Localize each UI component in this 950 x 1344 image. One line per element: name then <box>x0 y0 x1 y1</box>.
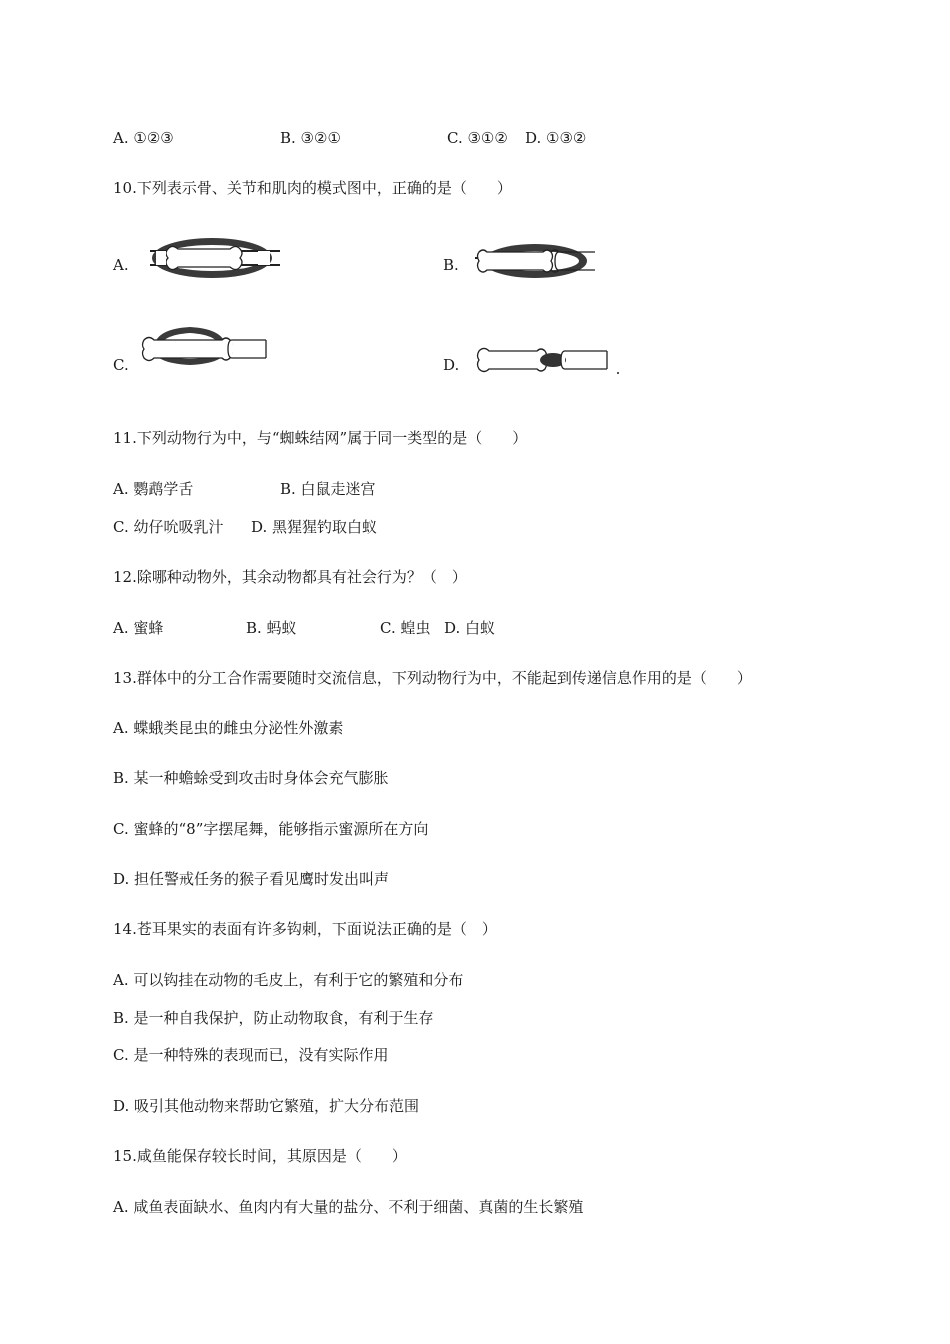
q15-option-a: A. 咸鱼表面缺水、鱼肉内有大量的盐分、不利于细菌、真菌的生长繁殖 <box>113 1198 584 1216</box>
q11-option-b: B. 白鼠走迷宫 <box>280 480 376 498</box>
q14-option-a: A. 可以钩挂在动物的毛皮上，有利于它的繁殖和分布 <box>113 971 464 989</box>
q9-option-b: B. ③②① <box>280 129 341 147</box>
q10-label-b: B. <box>443 256 459 274</box>
q9-option-d: D. ①③② <box>525 129 587 147</box>
q14-stem: 14.苍耳果实的表面有许多钩刺，下面说法正确的是（ ） <box>113 920 497 938</box>
q11-stem: 11.下列动物行为中，与“蜘蛛结网”属于同一类型的是（ ） <box>113 429 528 447</box>
q13-stem: 13.群体中的分工合作需要随时交流信息，下列动物行为中，不能起到传递信息作用的是（ ） <box>113 669 752 687</box>
q10-figure-c <box>140 322 270 372</box>
q12-stem: 12.除哪种动物外，其余动物都具有社会行为？（ ） <box>113 568 467 586</box>
q13-option-a: A. 蝶蛾类昆虫的雌虫分泌性外激素 <box>113 719 344 737</box>
q11-option-c: C. 幼仔吮吸乳汁 <box>113 518 224 536</box>
q9-option-c: C. ③①② <box>447 129 508 147</box>
q10-figure-a <box>150 228 280 288</box>
q12-option-c: C. 蝗虫 <box>380 619 431 637</box>
q13-option-d: D. 担任警戒任务的猴子看见鹰时发出叫声 <box>113 870 390 888</box>
q9-option-a: A. ①②③ <box>113 129 174 147</box>
q12-option-a: A. 蜜蜂 <box>113 619 164 637</box>
q14-option-b: B. 是一种自我保护，防止动物取食，有利于生存 <box>113 1009 434 1027</box>
q10-figure-d <box>475 345 625 375</box>
q10-stem: 10.下列表示骨、关节和肌肉的模式图中，正确的是（ ） <box>113 179 512 197</box>
q14-option-d: D. 吸引其他动物来帮助它繁殖，扩大分布范围 <box>113 1097 420 1115</box>
q13-option-b: B. 某一种蟾蜍受到攻击时身体会充气膨胀 <box>113 769 389 787</box>
q10-label-d: D. <box>443 356 460 374</box>
q10-label-c: C. <box>113 356 129 374</box>
q13-option-c: C. 蜜蜂的“8”字摆尾舞，能够指示蜜源所在方向 <box>113 820 429 838</box>
q12-option-b: B. 蚂蚁 <box>246 619 297 637</box>
q15-stem: 15.咸鱼能保存较长时间，其原因是（ ） <box>113 1147 407 1165</box>
q10-label-a: A. <box>113 256 129 274</box>
q12-option-d: D. 白蚁 <box>444 619 496 637</box>
q10-figure-b <box>475 236 600 286</box>
q11-option-d: D. 黑猩猩钓取白蚁 <box>251 518 378 536</box>
q11-option-a: A. 鹦鹉学舌 <box>113 480 194 498</box>
q14-option-c: C. 是一种特殊的表现而已，没有实际作用 <box>113 1046 389 1064</box>
